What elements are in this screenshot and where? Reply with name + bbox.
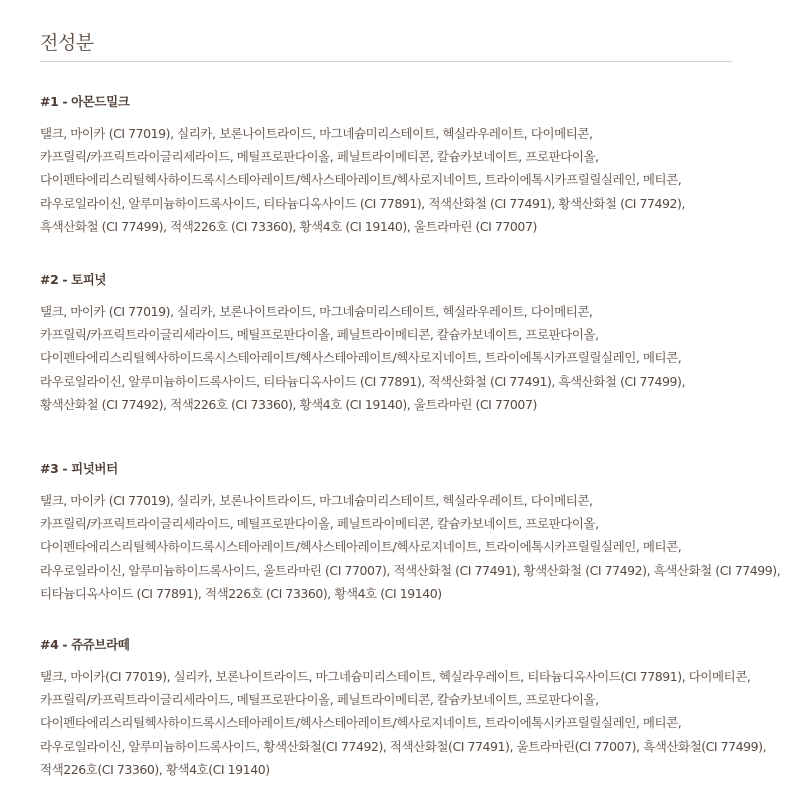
ingredient-line: 다이펜타에리스리틸헥사하이드록시스테아레이트/헥사스테아레이트/헥사로지네이트, 트라이에톡시카프릴릴실레인, 메티콘, (40, 715, 682, 731)
section-heading: #3 - 피넛버터 (40, 461, 118, 476)
ingredient-line: 다이펜타에리스리틸헥사하이드록시스테아레이트/헥사스테아레이트/헥사로지네이트, 트라이에톡시카프릴릴실레인, 메티콘, (40, 350, 682, 366)
ingredient-line: 적색226호(CI 73360), 황색4호(CI 19140) (40, 761, 270, 777)
ingredient-line: 라우로일라이신, 알루미늄하이드록사이드, 티타늄디옥사이드 (CI 77891), 적색산화철 (CI 77491), 흑색산화철 (CI 77499), (40, 373, 685, 389)
ingredient-list (40, 665, 780, 781)
title-divider (40, 61, 732, 62)
ingredient-line: 탤크, 마이카 (CI 77019), 실리카, 보론나이트라이드, 마그네슘미리스테이트, 헥실라우레이트, 다이메티콘, (40, 493, 593, 508)
ingredient-line: 라우로일라이신, 알루미늄하이드록사이드, 황색산화철(CI 77492), 적색산화철(CI 77491), 울트라마린(CI 77007), 흑색산화철(CI 77499), (40, 738, 767, 754)
ingredient-line: 라우로일라이신, 알루미늄하이드록사이드, 울트라마린 (CI 77007), 적색산화철 (CI 77491), 황색산화철 (CI 77492), 흑색산화철 (CI 77499), (40, 562, 781, 578)
ingredient-line: 다이펜타에리스리틸헥사하이드록시스테아레이트/헥사스테아레이트/헥사로지네이트, 트라이에톡시카프릴릴실레인, 메티콘, (40, 172, 682, 188)
ingredient-line: 카프릴릭/카프릭트라이글리세라이드, 메틸프로판다이올, 페닐트라이메티콘, 칼슘카보네이트, 프로판다이올, (40, 149, 599, 165)
ingredient-list (40, 122, 780, 238)
ingredient-line: 카프릴릭/카프릭트라이글리세라이드, 메틸프로판다이올, 페닐트라이메티콘, 칼슘카보네이트, 프로판다이올, (40, 327, 599, 343)
ingredient-list (40, 300, 780, 416)
ingredient-line: 티타늄디옥사이드 (CI 77891), 적색226호 (CI 73360), 황색4호 (CI 19140) (40, 585, 442, 601)
ingredient-line: 황색산화철 (CI 77492), 적색226호 (CI 73360), 황색4호 (CI 19140), 울트라마린 (CI 77007) (40, 396, 537, 412)
ingredient-list (40, 489, 780, 605)
ingredient-line: 카프릴릭/카프릭트라이글리세라이드, 메틸프로판다이올, 페닐트라이메티콘, 칼슘카보네이트, 프로판다이올, (40, 692, 599, 708)
ingredient-line: 다이펜타에리스리틸헥사하이드록시스테아레이트/헥사스테아레이트/헥사로지네이트, 트라이에톡시카프릴릴실레인, 메티콘, (40, 539, 682, 555)
ingredient-section-1 (40, 94, 780, 238)
section-heading: #2 - 토피넛 (40, 272, 107, 287)
section-heading: #1 - 아몬드밀크 (40, 94, 130, 109)
section-heading: #4 - 쥬쥬브라떼 (40, 637, 130, 652)
ingredient-section-3 (40, 461, 780, 605)
ingredient-line: 탤크, 마이카 (CI 77019), 실리카, 보론나이트라이드, 마그네슘미리스테이트, 헥실라우레이트, 다이메티콘, (40, 304, 593, 319)
ingredient-section-2 (40, 272, 780, 416)
page-title: 전성분 (40, 32, 94, 54)
ingredient-line: 탤크, 마이카 (CI 77019), 실리카, 보론나이트라이드, 마그네슘미리스테이트, 헥실라우레이트, 다이메티콘, (40, 126, 593, 141)
ingredient-line: 흑색산화철 (CI 77499), 적색226호 (CI 73360), 황색4호 (CI 19140), 울트라마린 (CI 77007) (40, 218, 537, 234)
ingredient-line: 카프릴릭/카프릭트라이글리세라이드, 메틸프로판다이올, 페닐트라이메티콘, 칼슘카보네이트, 프로판다이올, (40, 516, 599, 532)
ingredient-line: 탤크, 마이카(CI 77019), 실리카, 보론나이트라이드, 마그네슘미리스테이트, 헥실라우레이트, 티타늄디옥사이드(CI 77891), 다이메티콘, (40, 669, 751, 684)
ingredient-section-4 (40, 637, 780, 781)
ingredient-line: 라우로일라이신, 알루미늄하이드록사이드, 티타늄디옥사이드 (CI 77891), 적색산화철 (CI 77491), 황색산화철 (CI 77492), (40, 195, 685, 211)
